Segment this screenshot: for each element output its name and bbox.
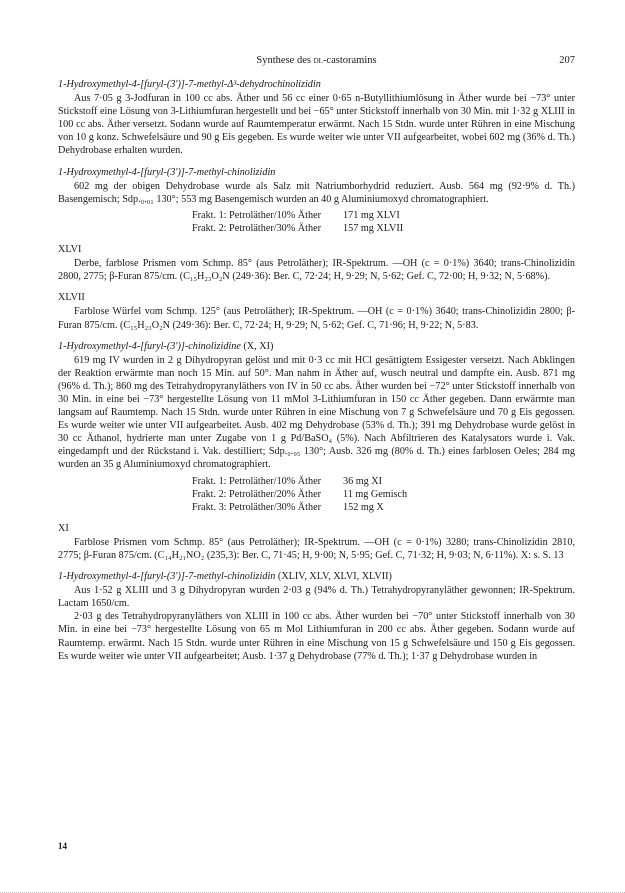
paragraph: 619 mg IV wurden in 2 g Dihydropyran gelöst und mit 0·3 cc mit HCl gesättigtem Essigester versetzt. Nach Abklingen der Reaktion erwärmte man noch 15 Min. auf 50°. Man nahm in Äther auf, wusch neutral und dampfte ein. Ausb. 871 mg (96% d. Th.); 860 mg des Tetrahydropyranyläthers von IV in 50 cc abs. Äther wurden bei −72° unter Stickstoff innerhalb von 30 Min. in eine bei −73° hergestellte Lösung von 11 mMol 3-Lithiumfuran in 150 cc Äther gegeben. Dann erwärmte man langsam auf Raumtemp. Nach 15 Stdn. wurde unter Rühren in eine Mischung von 7 g Schwefelsäure und 70 g Eis gegossen. Es wurde weiter wie unter VII aufgearbeitet. Ausb. 402 mg Dehydrobase (53% d. Th.); 391 mg Dehydrobase wurde gelöst in 30 cc Äthanol, hydrierte man unter Zugabe von 1 g Pd/BaSO₄ (5%). Nach Abfiltrieren des Katalysators wurde i. Vak. eingedampft und der Rückstand i. Vak. destilliert; Sdp.₀.₀₅ 130°; Ausb. 326 mg (80% d. Th.) eines farblosen Oeles; 284 mg wurden an 35 g Aluminiumoxyd chromatographiert. <box>58 354 575 471</box>
section-heading: 1-Hydroxymethyl-4-[furyl-(3')]-7-methyl-Δ³-dehydrochinolizidin <box>58 79 321 90</box>
paragraph: 602 mg der obigen Dehydrobase wurde als Salz mit Natriumborhydrid reduziert. Ausb. 564 mg (92·9% d. Th.) Basengemisch; Sdp.₀.₀₁ 130°; 553 mg Basengemisch wurden an 40 g Aluminiumoxyd chromatographiert. <box>58 180 575 205</box>
signature-mark: 14 <box>58 841 67 851</box>
section-heading: 1-Hydroxymethyl-4-[furyl-(3')]-7-methyl-chinolizidin <box>58 166 276 178</box>
fraction-row: Frakt. 3: Petroläther/30% Äther 152 mg X <box>191 501 384 513</box>
section-xlvii <box>58 291 575 331</box>
compound-label: XI <box>58 522 69 534</box>
section-dehydrochinolizidin <box>58 78 575 158</box>
page <box>58 54 575 671</box>
section-heading: 1-Hydroxymethyl-4-[furyl-(3')]-7-methyl-chinolizidin (XLIV, XLV, XLVI, XLVII) <box>58 571 392 583</box>
paragraph: Aus 7·05 g 3-Jodfuran in 100 cc abs. Äther und 56 cc einer 0·65 n-Butyllithiumlösung in Äther wurde bei −73° unter Stickstoff eine Lösung von 3-Lithiumfuran hergestellt und bei −65° unter Stickstoff innerhalb von 30 Min. mit 1·32 g XLIII in 100 cc abs. Äther versetzt. Sodann wurde auf Raumtemperatur erwärmt. Nach 15 Stdn. wurde unter Rühren in eine Mischung von 10 g konz. Schwefelsäure und 90 g Eis gegeben. Es wurde weiter wie unter VII aufgearbeitet, wobei 602 mg (36% d. Th.) Dehydrobase erhalten wurden. <box>58 93 575 157</box>
fraction-table <box>58 209 575 235</box>
paragraph: Farblose Prismen vom Schmp. 85° (aus Petroläther); IR-Spektrum. —OH (c = 0·1%) 3280; trans-Chinolizidin 2810, 2775; β-Furan 875/cm. (C₁₄H₂₁NO₂ (235,3): Ber. C, 71·45; H, 9·00; N, 5·95; Gef. C, 71·32; H, 9·03; N, 6·11%). X: s. S. 13 <box>58 536 575 561</box>
page-number: 207 <box>559 55 575 66</box>
fraction-table <box>58 475 575 514</box>
compound-label: XLVI <box>58 244 82 256</box>
section-heading: 1-Hydroxymethyl-4-[furyl-(3')]-chinolizidine (X, XI) <box>58 340 274 352</box>
paragraph: Aus 1·52 g XLIII und 3 g Dihydropyran wurden 2·03 g (94% d. Th.) Tetrahydropyranyläther gewonnen; IR-Spektrum. Lactam 1650/cm. <box>58 585 575 610</box>
fraction-row: Frakt. 1: Petroläther/10% Äther 171 mg XLVI <box>191 209 400 221</box>
fraction-row: Frakt. 2: Petroläther/30% Äther 157 mg XLVII <box>191 222 404 234</box>
section-xi <box>58 522 575 562</box>
section-methyl-chinolizidin <box>58 166 575 235</box>
paragraph: Farblose Würfel vom Schmp. 125° (aus Petroläther); IR-Spektrum. —OH (c = 0·1%) 3640; trans-Chinolizidin 2800; β-Furan 875/cm. (C₁₅H₂₃O₂N (249·36): Ber. C, 72·24; H, 9·29; N, 5·62; Gef. C, 71·96; H, 9·22; N, 5·83. <box>58 306 575 331</box>
paragraph: 2·03 g des Tetrahydropyranyläthers von XLIII in 100 cc abs. Äther wurden bei −70° unter Stickstoff innerhalb von 30 Min. in eine bei −73° hergestellte Lösung von 65 m Mol Lithiumfuran in 200 cc abs. Äther gegeben. Sodann wurde auf Raumtemp. erwärmt. Nach 15 Stdn. wurde unter Rühren in eine Mischung von 15 g Schwefelsäure und 150 g Eis gegossen. Es wurde weiter wie unter VII aufgearbeitet; Ausb. 1·37 g Dehydrobase (77% d. Th.); 1·37 g Dehydrobase wurden in <box>58 611 575 662</box>
running-header <box>58 54 575 68</box>
section-xliv-xlvii <box>58 570 575 663</box>
fraction-row: Frakt. 2: Petroläther/20% Äther 11 mg Gemisch <box>191 488 408 500</box>
paragraph: Derbe, farblose Prismen vom Schmp. 85° (aus Petroläther); IR-Spektrum. —OH (c = 0·1%) 3640; trans-Chinolizidin 2800, 2775; β-Furan 875/cm. (C₁₅H₂₃O₂N (249·36): Ber. C, 72·24; H, 9·29; N, 5·62; Gef. C, 72·00; H, 9·32; N, 5·68%). <box>58 258 575 283</box>
section-chinolizidine-x-xi <box>58 340 575 514</box>
running-title: Synthese des dl-castoramins <box>256 55 377 66</box>
compound-label: XLVII <box>58 292 85 304</box>
section-xlvi <box>58 243 575 283</box>
fraction-row: Frakt. 1: Petroläther/10% Äther 36 mg XI <box>191 475 383 487</box>
